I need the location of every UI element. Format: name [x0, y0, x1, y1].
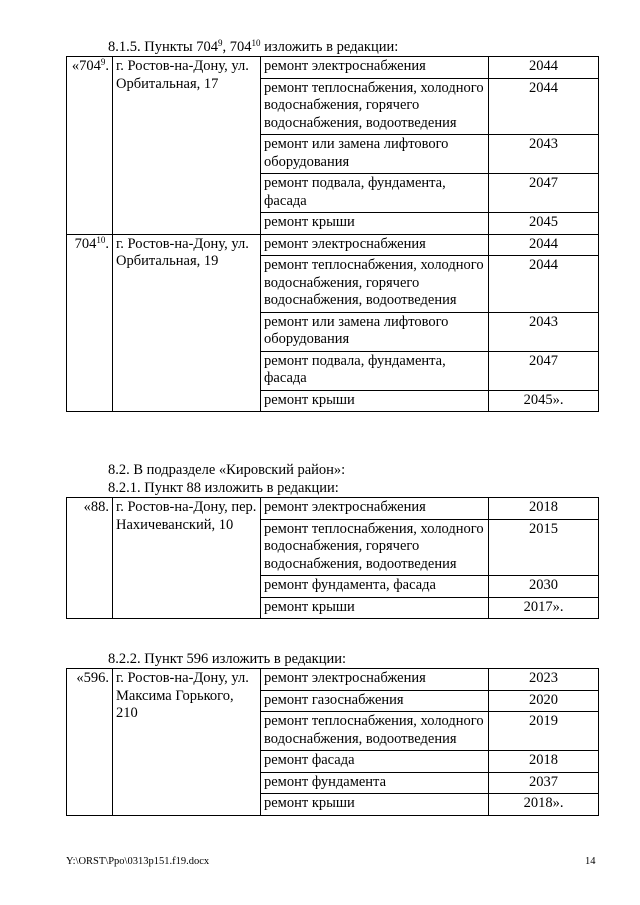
- repair-year: 2047: [489, 174, 599, 213]
- repair-work-type: ремонт электроснабжения: [261, 234, 489, 256]
- section-8-2-2-heading: 8.2.2. Пункт 596 изложить в редакции:: [108, 651, 347, 667]
- repair-year: 2044: [489, 234, 599, 256]
- repair-table-88: [66, 497, 599, 619]
- repair-year: 2017».: [489, 597, 599, 619]
- footer-file-path: Y:\ORST\Ppo\0313p151.f19.docx: [66, 856, 210, 867]
- repair-year: 2015: [489, 519, 599, 576]
- repair-year: 2043: [489, 312, 599, 351]
- item-number: «88.: [67, 498, 113, 619]
- repair-table-596: [66, 668, 599, 816]
- repair-work-type: ремонт или замена лифтового оборудования: [261, 312, 489, 351]
- footer-page-number: 14: [585, 856, 596, 867]
- repair-work-type: ремонт теплоснабжения, холодного водоснабжения, водоотведения: [261, 712, 489, 751]
- repair-work-type: ремонт подвала, фундамента, фасада: [261, 174, 489, 213]
- repair-work-type: ремонт крыши: [261, 794, 489, 816]
- repair-year: 2020: [489, 690, 599, 712]
- repair-work-type: ремонт теплоснабжения, холодного водоснабжения, горячего водоснабжения, водоотведения: [261, 519, 489, 576]
- repair-year: 2018».: [489, 794, 599, 816]
- section-8-2-1-heading: 8.2.1. Пункт 88 изложить в редакции:: [108, 480, 339, 496]
- repair-work-type: ремонт фасада: [261, 751, 489, 773]
- repair-table-704: [66, 56, 599, 412]
- repair-work-type: ремонт теплоснабжения, холодного водоснабжения, горячего водоснабжения, водоотведения: [261, 256, 489, 313]
- repair-year: 2023: [489, 669, 599, 691]
- repair-year: 2037: [489, 772, 599, 794]
- item-number: «$704^9$.: [67, 57, 113, 235]
- repair-year: 2045: [489, 213, 599, 235]
- repair-year: 2019: [489, 712, 599, 751]
- repair-year: 2047: [489, 351, 599, 390]
- repair-year: 2044: [489, 78, 599, 135]
- item-number: «596.: [67, 669, 113, 816]
- repair-work-type: ремонт фундамента: [261, 772, 489, 794]
- section-8-2-heading: 8.2. В подразделе «Кировский район»:: [108, 462, 346, 478]
- table-row: [67, 669, 599, 691]
- section-8-1-5-heading: 8.1.5. Пункты $704^9$, $704^{10}$ изложить в редакции:: [108, 38, 399, 55]
- repair-year: 2018: [489, 498, 599, 520]
- repair-year: 2044: [489, 256, 599, 313]
- building-address: г. Ростов-на-Дону, ул. Орбитальная, 17: [113, 57, 261, 235]
- table-row: [67, 57, 599, 79]
- repair-work-type: ремонт крыши: [261, 213, 489, 235]
- repair-work-type: ремонт газоснабжения: [261, 690, 489, 712]
- building-address: г. Ростов-на-Дону, ул. Орбитальная, 19: [113, 234, 261, 412]
- repair-work-type: ремонт электроснабжения: [261, 669, 489, 691]
- repair-work-type: ремонт подвала, фундамента, фасада: [261, 351, 489, 390]
- repair-work-type: ремонт теплоснабжения, холодного водоснабжения, горячего водоснабжения, водоотведения: [261, 78, 489, 135]
- building-address: г. Ростов-на-Дону, пер. Нахичеванский, 10: [113, 498, 261, 619]
- building-address: г. Ростов-на-Дону, ул. Максима Горького, 210: [113, 669, 261, 816]
- repair-year: 2043: [489, 135, 599, 174]
- item-number: $704^{10}$.: [67, 234, 113, 412]
- table-row: [67, 234, 599, 256]
- repair-work-type: ремонт крыши: [261, 597, 489, 619]
- repair-year: 2018: [489, 751, 599, 773]
- repair-year: 2045».: [489, 390, 599, 412]
- repair-work-type: ремонт фундамента, фасада: [261, 576, 489, 598]
- repair-work-type: ремонт электроснабжения: [261, 498, 489, 520]
- table-row: [67, 498, 599, 520]
- repair-year: 2044: [489, 57, 599, 79]
- repair-work-type: ремонт крыши: [261, 390, 489, 412]
- repair-work-type: ремонт или замена лифтового оборудования: [261, 135, 489, 174]
- repair-work-type: ремонт электроснабжения: [261, 57, 489, 79]
- repair-year: 2030: [489, 576, 599, 598]
